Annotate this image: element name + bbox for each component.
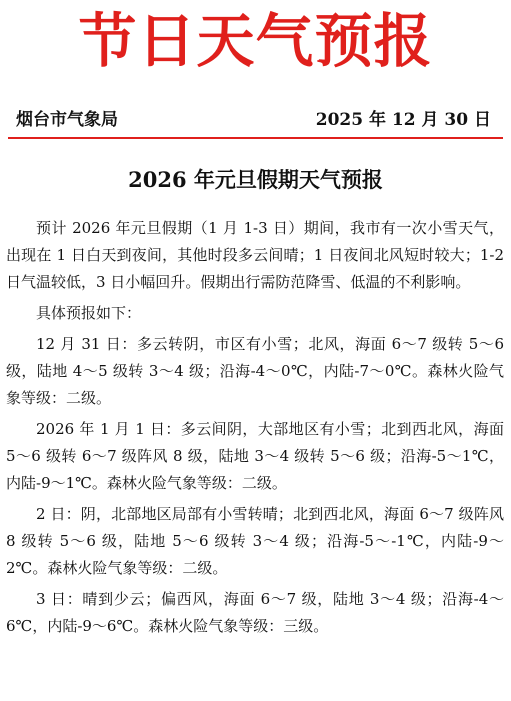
body-paragraph-dec31: 12 月 31 日：多云转阴，市区有小雪；北风，海面 6～7 级转 5～6 级，陆地 4～5 级转 3～4 级；沿海-4～0℃，内陆-7～0℃。森林火险气象等级：二级。 <box>6 335 504 407</box>
issuing-agency: 烟台市气象局 <box>16 110 118 130</box>
body-paragraph-heading: 具体预报如下： <box>36 304 142 322</box>
body-paragraph-jan1: 2026 年 1 月 1 日：多云间阴，大部地区有小雪；北到西北风，海面 5～6 级转 6～7 级阵风 8 级，陆地 3～4 级转 5～6 级；沿海-5～1℃，内陆-9～1℃。森林火险气象等级：二级。 <box>6 420 504 492</box>
header-meta <box>16 108 495 132</box>
body-paragraph-intro: 预计 2026 年元旦假期（1 月 1-3 日）期间，我市有一次小雪天气，出现在 1 日白天到夜间，其他时段多云间晴；1 日夜间北风短时较大；1-2 日气温较低，3 日小幅回升。假期出行需防范降雪、低温的不利影响。 <box>6 219 504 291</box>
issue-date: 2025 年 12 月 30 日 <box>315 110 491 130</box>
red-divider <box>8 137 503 139</box>
body-paragraph-jan3: 3 日：晴到少云；偏西风，海面 6～7 级，陆地 3～4 级；沿海-4～6℃，内陆-9～6℃。森林火险气象等级：三级。 <box>6 590 504 635</box>
masthead-title: 节日天气预报 <box>78 7 433 75</box>
document-title: 2026 年元旦假期天气预报 <box>128 167 383 192</box>
body-paragraph-jan2: 2 日：阴，北部地区局部有小雪转晴；北到西北风，海面 6～7 级阵风 8 级转 5～6 级，陆地 5～6 级转 3～4 级；沿海-5～-1℃，内陆-9～2℃。森林火险气象等级：二级。 <box>6 505 504 577</box>
document-body <box>6 215 504 644</box>
